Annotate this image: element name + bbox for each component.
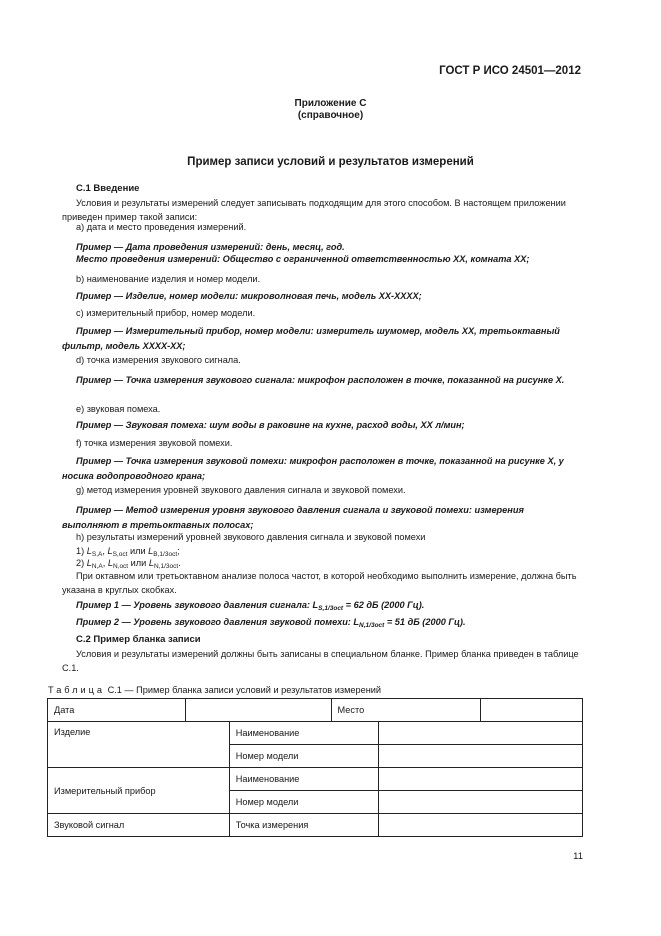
example-f: Пример — Точка измерения звуковой помехи: микрофон расположен в точке, показанной на рисунке X, у носика водопроводного крана; xyxy=(62,456,564,481)
table-row xyxy=(48,699,583,722)
annex-subtitle: (справочное) xyxy=(297,110,364,121)
item-d: d) точка измерения звукового сигнала. xyxy=(76,355,241,365)
item-c: c) измерительный прибор, номер модели. xyxy=(76,308,256,318)
place-label: Место xyxy=(331,699,481,722)
example-1-sub: S,1/3oct xyxy=(318,605,344,612)
h1-sub-b: S,oct xyxy=(112,551,128,558)
signal-point-label: Точка измерения xyxy=(229,814,379,837)
place-value-cell xyxy=(481,699,583,722)
signal-label: Звуковой сигнал xyxy=(48,814,230,837)
item-g: g) метод измерения уровней звукового давления сигнала и звуковой помехи. xyxy=(76,485,406,495)
h2-or: или xyxy=(130,558,147,568)
item-a: a) дата и место проведения измерений. xyxy=(76,222,247,232)
table-caption-word: Таблица xyxy=(48,685,106,695)
signal-point-value xyxy=(379,814,583,837)
item-b: b) наименование изделия и номер модели. xyxy=(76,274,261,284)
example-1-text: Пример 1 — Уровень звукового давления сигнала: L xyxy=(76,600,319,610)
example-1-value: = 62 дБ (2000 Гц). xyxy=(343,600,425,610)
h1-or: или xyxy=(129,546,146,556)
h1-end: ; xyxy=(177,546,180,556)
example-e: Пример — Звуковая помеха: шум воды в раковине на кухне, расход воды, XX л/мин; xyxy=(76,420,465,430)
table-row xyxy=(48,768,583,791)
table-caption xyxy=(48,685,381,695)
date-label: Дата xyxy=(48,699,186,722)
instrument-label: Измерительный прибор xyxy=(48,768,230,814)
section-c2-text: Условия и результаты измерений должны быть записаны в специальном бланке. Пример бланка приведен в таблице С.1. xyxy=(62,649,579,673)
product-name-label: Наименование xyxy=(229,722,379,745)
example-d: Пример — Точка измерения звукового сигнала: микрофон расположен в точке, показанной на рисунке X. xyxy=(76,375,565,385)
h2-symbol-a: L xyxy=(86,558,92,568)
section-heading-c2: С.2 Пример бланка записи xyxy=(76,634,201,645)
page-number: 11 xyxy=(573,851,583,862)
section-heading-c1: С.1 Введение xyxy=(76,183,140,194)
table-caption-text: С.1 — Пример бланка записи условий и результатов измерений xyxy=(105,685,382,695)
record-form-table xyxy=(47,698,583,837)
product-label: Изделие xyxy=(48,722,230,768)
example-2 xyxy=(76,617,466,629)
h1-symbol-a: L xyxy=(86,546,92,556)
document-id: ГОСТ Р ИСО 24501—2012 xyxy=(439,65,581,77)
product-name-value xyxy=(379,722,583,745)
example-b: Пример — Изделие, номер модели: микроволновая печь, модель XX-XXXX; xyxy=(76,291,422,301)
example-2-text: Пример 2 — Уровень звукового давления звуковой помехи: L xyxy=(76,617,360,627)
example-g: Пример — Метод измерения уровня звукового давления сигнала и звуковой помехи: измерения выполняют в третьоктавных полосах; xyxy=(62,505,524,530)
h2-symbol-b: L xyxy=(107,558,113,568)
h1-sub-a: S,A xyxy=(91,551,103,558)
product-model-value xyxy=(379,745,583,768)
product-model-label: Номер модели xyxy=(229,745,379,768)
example-2-value: = 51 дБ (2000 Гц). xyxy=(384,617,466,627)
item-h2: 2) $L_{N,A}$, $L_{N,oct}$ или $L_{N,1/3oct}$. xyxy=(76,558,181,570)
table-row xyxy=(48,722,583,745)
example-1 xyxy=(76,600,424,612)
item-e: e) звуковая помеха. xyxy=(76,404,161,414)
annex-title: Приложение С xyxy=(294,98,367,109)
example-2-sub: N,1/3oct xyxy=(359,622,385,629)
example-a-line1: Пример — Дата проведения измерений: день, месяц, год. xyxy=(76,242,345,252)
main-title: Пример записи условий и результатов измерений xyxy=(187,156,474,168)
table-row xyxy=(48,814,583,837)
example-a-line2: Место проведения измерений: Общество с ограниченной ответственностью XX, комната XX; xyxy=(76,254,530,264)
instrument-name-value xyxy=(379,768,583,791)
h2-sub-b: N,oct xyxy=(112,563,129,570)
h2-number: 2) xyxy=(76,558,85,568)
h1-sub-c: B,1/3oct xyxy=(153,551,178,558)
h-note: При октавном или третьоктавном анализе полоса частот, в которой необходимо выполнить измерение, должна быть указана в круглых скобках. xyxy=(62,571,577,595)
h2-end: . xyxy=(178,558,181,568)
example-c: Пример — Измерительный прибор, номер модели: измеритель шумомер, модель XX, третьоктавный фильтр, модель XXXX-XX; xyxy=(62,326,560,351)
h2-sub-a: N,A xyxy=(91,563,103,570)
h1-number: 1) xyxy=(76,546,85,556)
h2-sub-c: N,1/3oct xyxy=(154,563,179,570)
item-h: h) результаты измерений уровней звукового давления сигнала и звуковой помехи xyxy=(76,532,426,542)
intro-paragraph: Условия и результаты измерений следует записывать подходящим для этого способом. В настоящем приложении приведен пример такой записи: xyxy=(62,198,566,222)
instrument-name-label: Наименование xyxy=(229,768,379,791)
h1-symbol-c: L xyxy=(148,546,154,556)
date-value-cell xyxy=(185,699,331,722)
instrument-model-label: Номер модели xyxy=(229,791,379,814)
h1-symbol-b: L xyxy=(107,546,113,556)
h2-symbol-c: L xyxy=(148,558,154,568)
instrument-model-value xyxy=(379,791,583,814)
item-f: f) точка измерения звуковой помехи. xyxy=(76,438,233,448)
item-h1: 1) $L_{S,A}$, $L_{S,oct}$ или $L_{B,1/3oct}$; xyxy=(76,546,180,558)
